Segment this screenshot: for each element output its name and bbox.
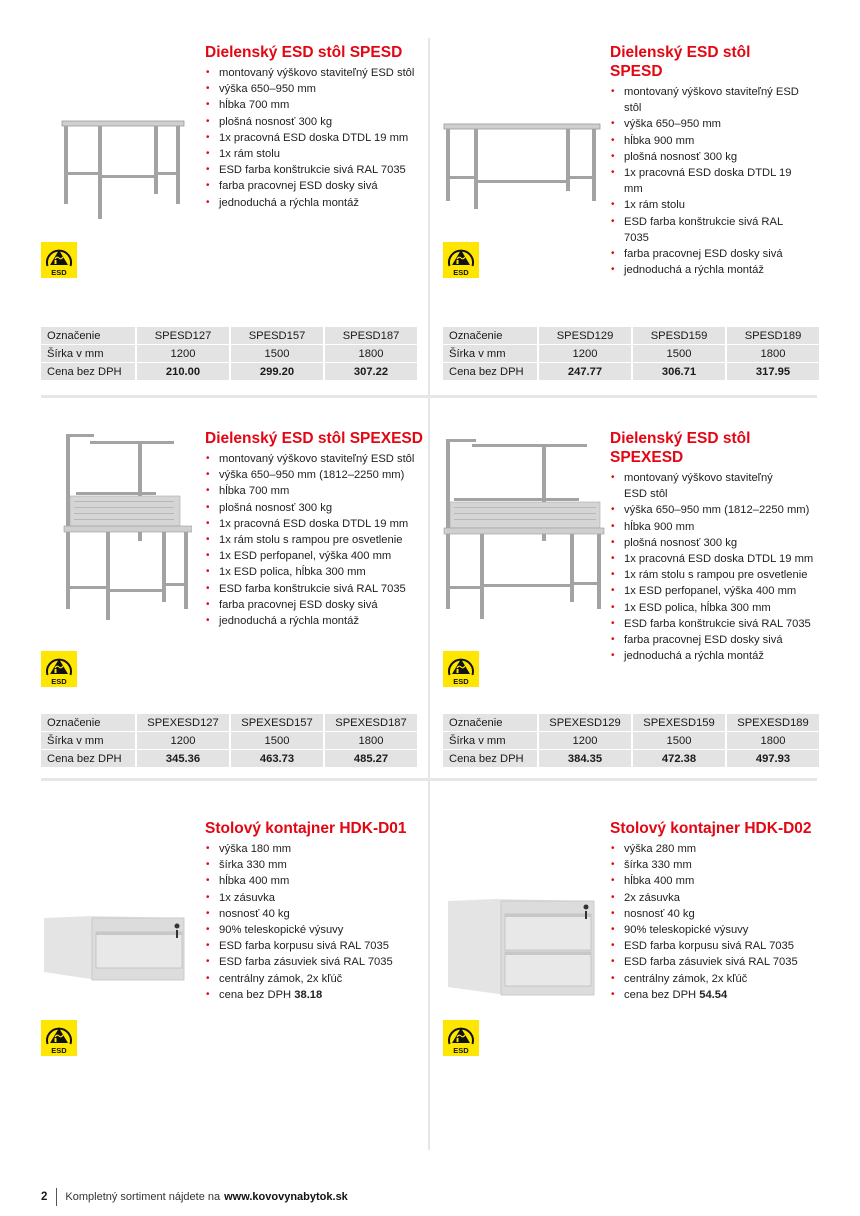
spec-item: • montovaný výškovo staviteľný ESD stôl [205,65,585,81]
product-title: Dielenský ESD stôl SPESD [205,44,403,61]
spec-item-price [610,987,860,1003]
price-table [441,713,821,768]
esd-workbench-image [442,120,602,210]
spec-item: • plošná nosnosť 300 kg [610,149,800,165]
table-cell: 1800 [325,732,417,749]
table-cell: 1200 [137,345,229,362]
spec-item: • 1x rám stolu [205,146,585,162]
row-label: Cena bez DPH [443,750,537,767]
spec-item: • ESD farba korpusu sivá RAL 7035 [205,938,585,954]
spec-item: • 2x zásuvka [610,890,860,906]
spec-item: • 1x rám stolu [610,197,800,213]
spec-item: • výška 650–950 mm (1812–2250 mm) [205,467,585,483]
table-row [443,750,819,767]
price-label: cena bez DPH [624,988,697,1001]
spec-item: • farba pracovnej ESD dosky sivá [205,178,585,194]
price-cell: 345.36 [137,750,229,767]
price-cell: 317.95 [727,363,819,380]
price-cell: 497.93 [727,750,819,767]
table-cell: SPESD127 [137,327,229,344]
row-label: Označenie [443,327,537,344]
esd-badge-label: ESD [51,268,67,277]
table-cell: SPESD159 [633,327,725,344]
price-cell: 210.00 [137,363,229,380]
price-cell: 247.77 [539,363,631,380]
spec-item: • 1x ESD polica, hĺbka 300 mm [205,564,585,580]
price-table [39,326,419,381]
spec-item: • výška 280 mm [610,841,860,857]
spec-item: • 1x pracovná ESD doska DTDL 19 mm [205,516,585,532]
spec-list [610,841,860,1003]
spec-item: • ESD farba konštrukcie sivá RAL 7035 [610,214,800,246]
esd-badge-label: ESD [453,268,469,277]
product-title: Stolový kontajner HDK-D01 [205,820,407,837]
table-row [41,750,417,767]
esd-workbench-shelf-image [442,436,607,621]
table-cell: 1500 [231,732,323,749]
spec-item: • 90% teleskopické výsuvy [610,922,860,938]
spec-item: • výška 650–950 mm (1812–2250 mm) [610,502,825,518]
footer-separator [56,1188,57,1206]
product-title: Stolový kontajner HDK-D02 [610,820,812,837]
spec-item: • výška 650–950 mm [610,116,800,132]
table-cell: SPEXESD127 [137,714,229,731]
spec-item: • 1x pracovná ESD doska DTDL 19 mm [610,165,800,197]
spec-item: • 1x ESD perfopanel, výška 400 mm [205,548,585,564]
price-cell: 306.71 [633,363,725,380]
spec-item: • plošná nosnosť 300 kg [205,500,585,516]
esd-workbench-image [58,115,188,220]
spec-item: • 1x rám stolu s rampou pre osvetlenie [205,532,585,548]
table-cell: SPEXESD159 [633,714,725,731]
table-cell: SPESD189 [727,327,819,344]
table-row [443,327,819,344]
table-cell: SPEXESD157 [231,714,323,731]
page-footer [41,1188,348,1206]
spec-item: • 90% teleskopické výsuvy [205,922,585,938]
spec-item: • výška 650–950 mm [205,81,585,97]
table-cell: SPESD129 [539,327,631,344]
spec-item: • 1x zásuvka [205,890,585,906]
table-cell: 1800 [727,732,819,749]
spec-item: • hĺbka 400 mm [205,873,585,889]
spec-item: • jednoduchá a rýchla montáž [205,613,585,629]
row-divider [41,395,817,398]
table-cell: SPEXESD189 [727,714,819,731]
table-row [443,363,819,380]
esd-badge-label: ESD [453,677,469,686]
product-section-hdk-d02 [610,819,860,1003]
esd-workbench-shelf-image [62,431,192,621]
price-cell: 307.22 [325,363,417,380]
spec-item: • 1x ESD perfopanel, výška 400 mm [610,583,825,599]
table-cell: 1200 [137,732,229,749]
table-cell: 1800 [727,345,819,362]
row-label: Šírka v mm [443,732,537,749]
row-label: Označenie [41,327,135,344]
row-label: Šírka v mm [443,345,537,362]
spec-item: • hĺbka 700 mm [205,483,585,499]
table-cell: 1200 [539,732,631,749]
product-title: Dielenský ESD stôl SPEXESD [610,430,751,466]
drawer-container-image [42,912,187,984]
spec-item: • montovaný výškovo staviteľný ESD stôl [610,470,784,502]
table-row [41,732,417,749]
spec-item: • ESD farba konštrukcie sivá RAL 7035 [610,616,825,632]
table-row [443,732,819,749]
spec-item: • ESD farba zásuviek sivá RAL 7035 [610,954,860,970]
price-value: 38.18 [294,988,323,1001]
spec-item: • nosnosť 40 kg [610,906,860,922]
spec-item: • farba pracovnej ESD dosky sivá [205,597,585,613]
spec-item: • plošná nosnosť 300 kg [205,114,585,130]
row-label: Cena bez DPH [41,750,135,767]
spec-item: • ESD farba korpusu sivá RAL 7035 [610,938,860,954]
table-row [41,363,417,380]
esd-badge-label: ESD [51,1046,67,1055]
spec-item: • hĺbka 700 mm [205,97,585,113]
spec-item: • hĺbka 900 mm [610,133,800,149]
table-cell: SPESD157 [231,327,323,344]
spec-item: • šírka 330 mm [205,857,585,873]
price-cell: 384.35 [539,750,631,767]
product-section-spesd-900 [610,43,800,278]
spec-item: • jednoduchá a rýchla montáž [610,262,800,278]
row-label: Cena bez DPH [41,363,135,380]
row-divider [41,778,817,781]
row-label: Cena bez DPH [443,363,537,380]
price-cell: 472.38 [633,750,725,767]
spec-item: • 1x pracovná ESD doska DTDL 19 mm [205,130,585,146]
price-table [441,326,821,381]
spec-item: • centrálny zámok, 2x kľúč [610,971,860,987]
row-label: Šírka v mm [41,732,135,749]
spec-item: • ESD farba zásuviek sivá RAL 7035 [205,954,585,970]
spec-item: • 1x ESD polica, hĺbka 300 mm [610,600,825,616]
spec-item: • jednoduchá a rýchla montáž [205,195,585,211]
spec-item: • ESD farba konštrukcie sivá RAL 7035 [205,581,585,597]
table-row [443,714,819,731]
table-row [41,714,417,731]
spec-item: • hĺbka 400 mm [610,873,860,889]
table-cell: 1500 [633,345,725,362]
footer-text: Kompletný sortiment nájdete na [65,1191,221,1203]
esd-badge-label: ESD [453,1046,469,1055]
product-title: Dielenský ESD stôl SPEXESD [205,430,423,447]
product-title: Dielenský ESD stôl SPESD [610,44,751,80]
spec-item: • plošná nosnosť 300 kg [610,535,825,551]
price-table [39,713,419,768]
row-label: Označenie [41,714,135,731]
spec-item: • ESD farba konštrukcie sivá RAL 7035 [205,162,585,178]
table-cell: SPEXESD187 [325,714,417,731]
price-cell: 485.27 [325,750,417,767]
spec-item: • centrálny zámok, 2x kľúč [205,971,585,987]
spec-item: • 1x pracovná ESD doska DTDL 19 mm [610,551,825,567]
spec-item: • farba pracovnej ESD dosky sivá [610,246,800,262]
spec-item: • 1x rám stolu s rampou pre osvetlenie [610,567,825,583]
table-cell: 1500 [633,732,725,749]
spec-item: • farba pracovnej ESD dosky sivá [610,632,825,648]
spec-item: • jednoduchá a rýchla montáž [610,648,825,664]
price-cell: 299.20 [231,363,323,380]
table-cell: 1500 [231,345,323,362]
product-section-spexesd-900 [610,429,825,664]
spec-item: • nosnosť 40 kg [205,906,585,922]
row-label: Šírka v mm [41,345,135,362]
spec-list [610,84,800,278]
table-cell: 1800 [325,345,417,362]
price-value: 54.54 [699,988,728,1001]
page-number: 2 [41,1191,48,1203]
spec-list [610,470,825,664]
table-cell: SPESD187 [325,327,417,344]
spec-item: • montovaný výškovo staviteľný ESD stôl [205,451,585,467]
price-label: cena bez DPH [219,988,292,1001]
spec-item: • šírka 330 mm [610,857,860,873]
row-label: Označenie [443,714,537,731]
table-row [443,345,819,362]
table-cell: SPEXESD129 [539,714,631,731]
spec-item: • montovaný výškovo staviteľný ESD stôl [610,84,800,116]
spec-item: • výška 180 mm [205,841,585,857]
website-link[interactable]: www.kovovynabytok.sk [224,1191,348,1203]
table-row [41,327,417,344]
drawer-container-image [446,899,596,999]
table-row [41,345,417,362]
esd-badge-label: ESD [51,677,67,686]
table-cell: 1200 [539,345,631,362]
price-cell: 463.73 [231,750,323,767]
spec-item: • hĺbka 900 mm [610,519,825,535]
